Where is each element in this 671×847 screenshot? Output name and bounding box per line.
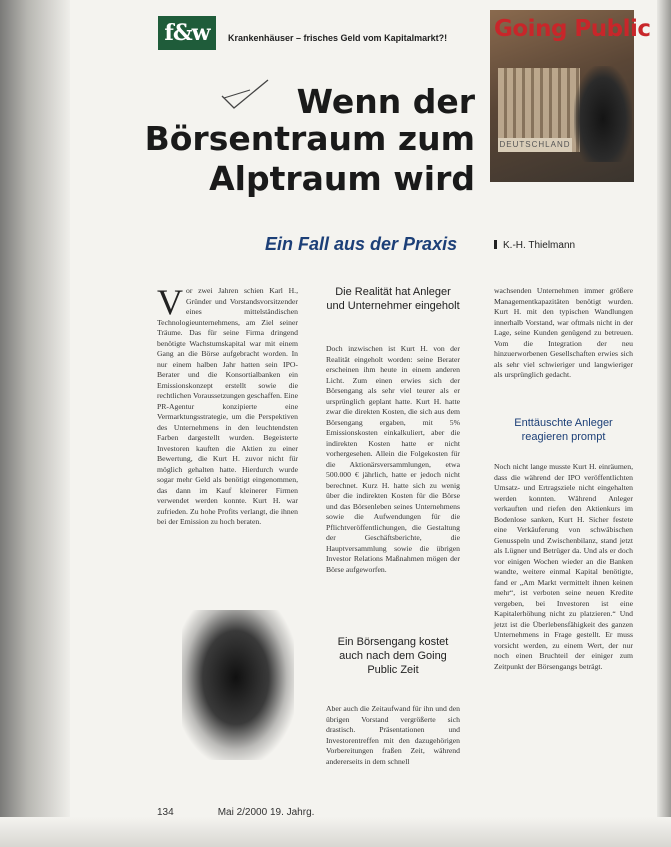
column-3-text: wachsenden Unternehmen immer größere Managementkapazitäten benötigt wurden. Kurt H. mit den typischen Wandlungen innerhalb Vorstand, war oftmals nicht in der Lage, seine Kunden genügend zu betreuen. Vom die Integration der neu hinzuerworbenen Gesellschaften erwies sich als sehr viel schwieriger und langwieriger als ursprünglich gedacht. [494, 286, 633, 379]
article-column-1 [157, 282, 298, 631]
section-kicker: Krankenhäuser – frisches Geld vom Kapitalmarkt?! [228, 33, 448, 43]
headline-line-3: Alptraum wird [209, 159, 475, 198]
subheading-reality: Die Realität hat Anleger und Unternehmer eingeholt [326, 286, 460, 312]
promo-title: Going Public [494, 16, 651, 42]
scan-shadow-right [657, 0, 671, 847]
subheading-ipo-time: Ein Börsengang kostet auch nach dem Going Public Zeit [337, 636, 449, 676]
magazine-logo: f&w [158, 16, 216, 50]
column-2b-text: Aber auch die Zeitaufwand für ihn und den übrigen Vorstand vergrößerte sich drastisch. Präsentationen und Investorentreffen mit den dazugehörigen Vorbereitungen fraßen Zeit, während andererseits in dem schnell [326, 704, 460, 766]
article-column-2-continued [326, 704, 460, 802]
drop-cap: V [157, 282, 183, 322]
scan-shadow-bottom [0, 817, 671, 847]
article-column-3 [494, 286, 633, 396]
page-number: 134 [157, 807, 174, 818]
article-column-2 [326, 344, 460, 619]
scan-shadow-left [0, 0, 70, 847]
going-public-promo-image [490, 10, 651, 182]
handwritten-tick-mark [220, 78, 272, 112]
article-column-3-continued [494, 462, 633, 750]
promo-band-label: DEUTSCHLAND [498, 138, 572, 152]
bear-figure-image [182, 610, 294, 760]
author-byline: K.-H. Thielmann [494, 240, 575, 251]
headline-line-2: Börsentraum zum [144, 119, 475, 158]
issue-info: Mai 2/2000 19. Jahrg. [217, 807, 315, 818]
article-subtitle: Ein Fall aus der Praxis [265, 234, 458, 254]
headline-line-1: Wenn der [296, 82, 475, 121]
column-3b-text: Noch nicht lange musste Kurt H. einräumen, dass die während der IPO veröffentlichten Umsatz- und Ertragsziele nicht eingehalten werden konnten. Während Anleger verkauften und riefen den Aktienkurs im Bodenlose sanken, Kurt H. Sicher festete eine Verkäuferung von schwäbischen Genusspeln und Zwischenbilanz, stand jetzt als Lügner und Betrüger da. Und als er doch vor einigen Wochen wieder an die Banken wandte, weitere einmal Kapital benötigte, fand er „Am Markt vermittelt ihnen keinen mehr“, ist verboten seine neuen Kredite vergeben, bei Investoren ist eine Kapitalerhöhung nicht zu platzieren.“ Und jetzt ist die Überlebensfähigkeit des ganzen Unternehmens in Frage gestellt. Er muss vorsicht werden, zu einem Wert, der nur noch einen Bruchteil der einiger zum Zeitpunkt der Börsengangs beträgt. [494, 462, 633, 671]
column-1-text: or zwei Jahren schien Karl H., Gründer und Vorstandsvorsitzender eines mittelständischen Technologieunternehmens, am Ziel seiner Träume. Das für seine Firma dringend benötigte Wachstumskapital war mit einem Gang an die Börse aufgebracht worden. In nur einem halben Jahr hatten sein IPO-Berater und die Konsortialbanken ein Emissionskonzept erstellt sowie die rechtlichen Voraussetzungen geschaffen. Eine PR-Agentur konzipierte eine Vermarktungsstrategie, um die Perspektiven des Unternehmens in den leuchtendsten Farben dargestellt wurden. Begeisterte Investoren kauften die Aktien zu einer Bewertung, die Kurt H. zuvor nicht für möglich gehalten hatte. Hierdurch wurde sogar mehr Geld als benötigt eingenommen, das dann im Kauf kleinerer Firmen verwendet werden konnte. Kurt H. war zufrieden. Zu hohe Profits verlangt, die ihnen bei der Emission zu hoch beraten. [157, 286, 298, 526]
page-footer [157, 807, 314, 818]
bull-figure-graphic [574, 66, 632, 162]
subheading-disappointed-investors: Enttäuschte Anleger reagieren prompt [514, 417, 613, 443]
column-2-text: Doch inzwischen ist Kurt H. von der Realität eingeholt worden: seine Berater erscheinen ihm heute in einem anderen Licht. Zum einen erwies sich der Börsengang als sehr viel teurer als er ursprünglich geplant hatte. Kurt H. hatte zwar die direkten Kosten, die sich aus dem Börsengang ergaben, mit 5% Emissionskosten einkalkuliert, aber die indirekten Kosten hatte er nicht vorhergesehen. Allein die Folgekosten für die Aktionärsversammlungen, etwa 500.000 € jährlich, hatte er jedoch nicht berechnet. Kurz H. hatte sich zu wenig über die indirekten Kosten für die Börse und das Börsenleben seines Unternehmens sowie die Aufwendungen für die Pflichtveröffentlichungen, die Gestaltung der Geschäftsberichte, die Hauptversammlung sowie die übrigen Investor Relations Maßnahmen mögen der Börse aufgeworfen. [326, 344, 460, 574]
